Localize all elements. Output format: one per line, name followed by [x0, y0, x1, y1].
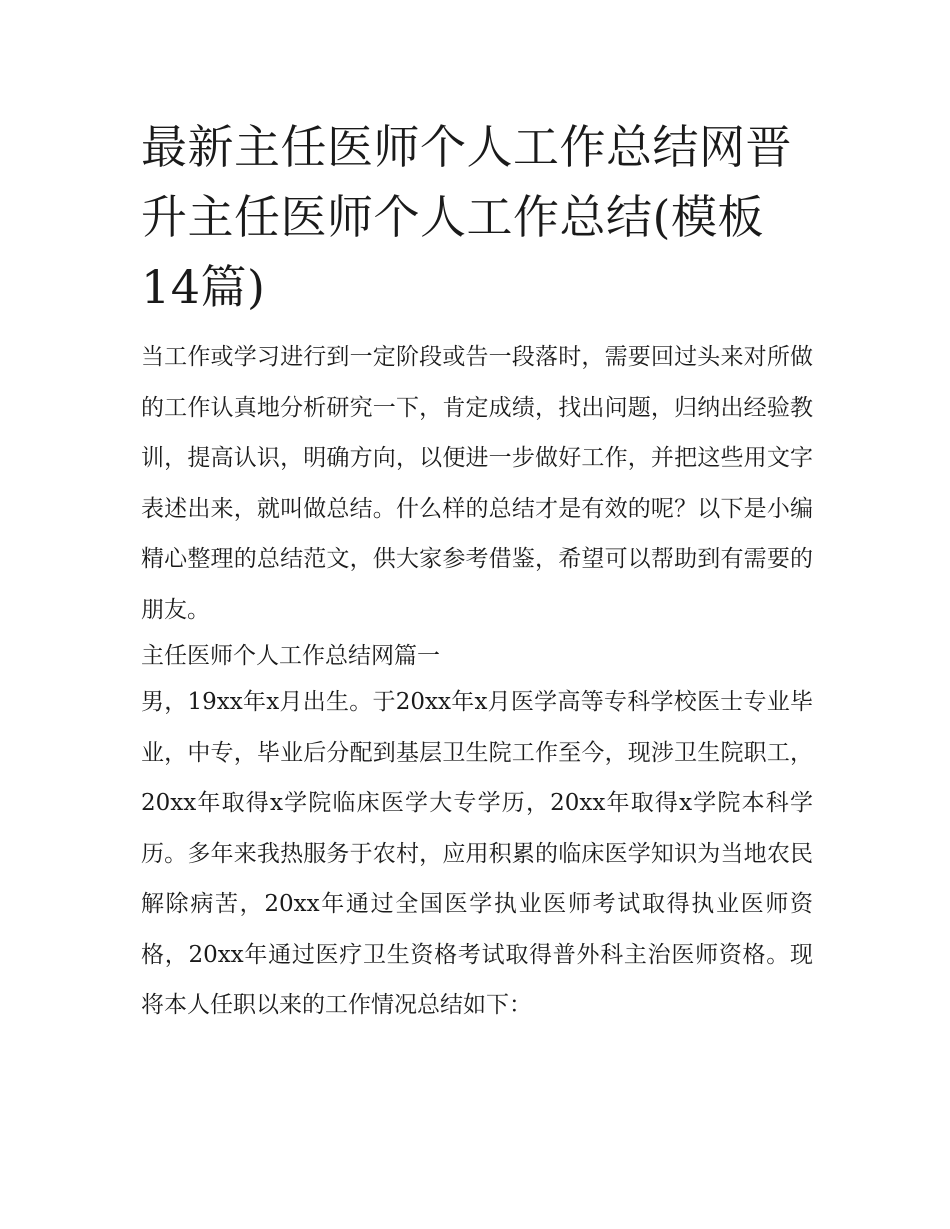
document-content [141, 112, 813, 1031]
intro-paragraph: 当工作或学习进行到一定阶段或告一段落时，需要回过头来对所做的工作认真地分析研究一下，肯定成绩，找出问题，归纳出经验教训，提高认识，明确方向，以便进一步做好工作，并把这些用文字表述出来，就叫做总结。什么样的总结才是有效的呢？以下是小编精心整理的总结范文，供大家参考借鉴，希望可以帮助到有需要的朋友。 [141, 344, 813, 623]
document-title: 最新主任医师个人工作总结网晋升主任医师个人工作总结(模板14篇) [141, 120, 792, 314]
section-body-paragraph: 男，19xx年x月出生。于20xx年x月医学高等专科学校医士专业毕业，中专，毕业后分配到基层卫生院工作至今，现涉卫生院职工，20xx年取得x学院临床医学大专学历，20xx年取得x学院本科学历。多年来我热服务于农村，应用积累的临床医学知识为当地农民解除病苦，20xx年通过全国医学执业医师考试取得执业医师资格，20xx年通过医疗卫生资格考试取得普外科主治医师资格。现将本人任职以来的工作情况总结如下： [141, 689, 813, 1018]
section-heading: 主任医师个人工作总结网篇一 [141, 643, 440, 669]
